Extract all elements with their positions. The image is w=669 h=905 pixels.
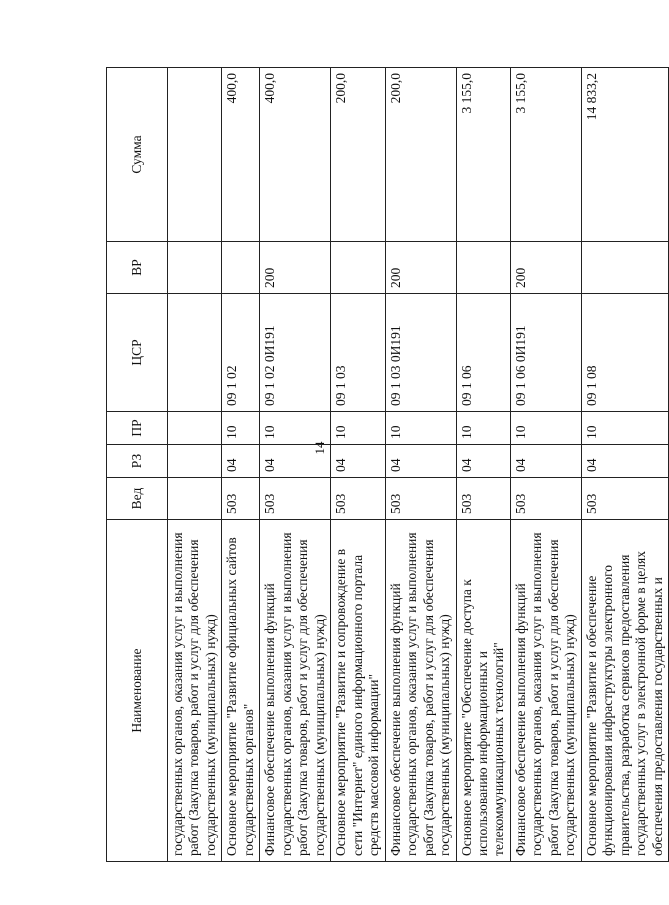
header-ved: Вед xyxy=(107,478,168,520)
cell-rz xyxy=(168,445,222,478)
cell-name: Основное мероприятие "Развитие официальных сайтов государственных органов" xyxy=(222,520,260,862)
cell-name: Основное мероприятие "Развитие и обеспечение функционирования инфраструктуры электронного правительства, разработка сервисов предоставления государственных услуг в электронной форме в целях обеспечения предоставления государственных и xyxy=(581,520,668,862)
cell-rz: 04 xyxy=(581,445,668,478)
cell-rz: 04 xyxy=(385,445,456,478)
cell-ved: 503 xyxy=(581,478,668,520)
table-header-row xyxy=(107,68,168,862)
cell-vr xyxy=(168,242,222,294)
cell-pr: 10 xyxy=(331,412,385,445)
cell-name: государственных органов, оказания услуг и выполнения работ (Закупка товаров, работ и услуг для обеспечения государственных (муниципальных) нужд) xyxy=(168,520,222,862)
cell-ved: 503 xyxy=(456,478,510,520)
cell-csr: 09 1 06 xyxy=(456,294,510,412)
cell-sum: 3 155,0 xyxy=(456,68,510,242)
header-rz: РЗ xyxy=(107,445,168,478)
budget-table xyxy=(106,67,669,862)
cell-vr xyxy=(581,242,668,294)
cell-ved xyxy=(168,478,222,520)
cell-csr: 09 1 06 0И191 xyxy=(510,294,581,412)
table-row xyxy=(168,68,222,862)
cell-name: Финансовое обеспечение выполнения функций государственных органов, оказания услуг и выполнения работ (Закупка товаров, работ и услуг для обеспечения государственных (муниципальных) нужд) xyxy=(260,520,331,862)
table-row xyxy=(260,68,331,862)
cell-name: Финансовое обеспечение выполнения функций государственных органов, оказания услуг и выполнения работ (Закупка товаров, работ и услуг для обеспечения государственных (муниципальных) нужд) xyxy=(385,520,456,862)
cell-sum: 400,0 xyxy=(260,68,331,242)
cell-vr xyxy=(222,242,260,294)
header-sum: Сумма xyxy=(107,68,168,242)
cell-rz: 04 xyxy=(222,445,260,478)
cell-pr xyxy=(168,412,222,445)
header-pr: ПР xyxy=(107,412,168,445)
cell-ved: 503 xyxy=(222,478,260,520)
cell-rz: 04 xyxy=(331,445,385,478)
table-row xyxy=(331,68,385,862)
cell-sum: 400,0 xyxy=(222,68,260,242)
cell-name: Основное мероприятие "Обеспечение доступа к использованию информационных и телекоммуникационных технологий" xyxy=(456,520,510,862)
cell-csr: 09 1 03 0И191 xyxy=(385,294,456,412)
cell-sum: 14 833,2 xyxy=(581,68,668,242)
cell-csr xyxy=(168,294,222,412)
cell-pr: 10 xyxy=(222,412,260,445)
table-row xyxy=(510,68,581,862)
cell-pr: 10 xyxy=(510,412,581,445)
table-row xyxy=(581,68,668,862)
header-csr: ЦСР xyxy=(107,294,168,412)
cell-pr: 10 xyxy=(581,412,668,445)
cell-rz: 04 xyxy=(510,445,581,478)
cell-rz: 04 xyxy=(260,445,331,478)
cell-sum: 200,0 xyxy=(385,68,456,242)
cell-vr: 200 xyxy=(510,242,581,294)
table-row xyxy=(222,68,260,862)
cell-pr: 10 xyxy=(260,412,331,445)
page-number: 14 xyxy=(312,441,327,455)
header-vr: ВР xyxy=(107,242,168,294)
cell-name: Основное мероприятие "Развитие и сопровождение в сети "Интернет" единого информационного портала средств массовой информации" xyxy=(331,520,385,862)
cell-vr: 200 xyxy=(385,242,456,294)
cell-csr: 09 1 08 xyxy=(581,294,668,412)
cell-csr: 09 1 03 xyxy=(331,294,385,412)
cell-ved: 503 xyxy=(510,478,581,520)
cell-ved: 503 xyxy=(331,478,385,520)
cell-vr xyxy=(456,242,510,294)
budget-table-wrapper xyxy=(106,68,665,862)
cell-csr: 09 1 02 xyxy=(222,294,260,412)
cell-ved: 503 xyxy=(385,478,456,520)
cell-name: Финансовое обеспечение выполнения функций государственных органов, оказания услуг и выполнения работ (Закупка товаров, работ и услуг для обеспечения государственных (муниципальных) нужд) xyxy=(510,520,581,862)
cell-rz: 04 xyxy=(456,445,510,478)
cell-vr xyxy=(331,242,385,294)
cell-sum: 200,0 xyxy=(331,68,385,242)
cell-sum: 3 155,0 xyxy=(510,68,581,242)
header-name: Наименование xyxy=(107,520,168,862)
cell-ved: 503 xyxy=(260,478,331,520)
cell-sum xyxy=(168,68,222,242)
table-row xyxy=(385,68,456,862)
table-row xyxy=(456,68,510,862)
cell-pr: 10 xyxy=(456,412,510,445)
cell-csr: 09 1 02 0И191 xyxy=(260,294,331,412)
cell-vr: 200 xyxy=(260,242,331,294)
cell-pr: 10 xyxy=(385,412,456,445)
